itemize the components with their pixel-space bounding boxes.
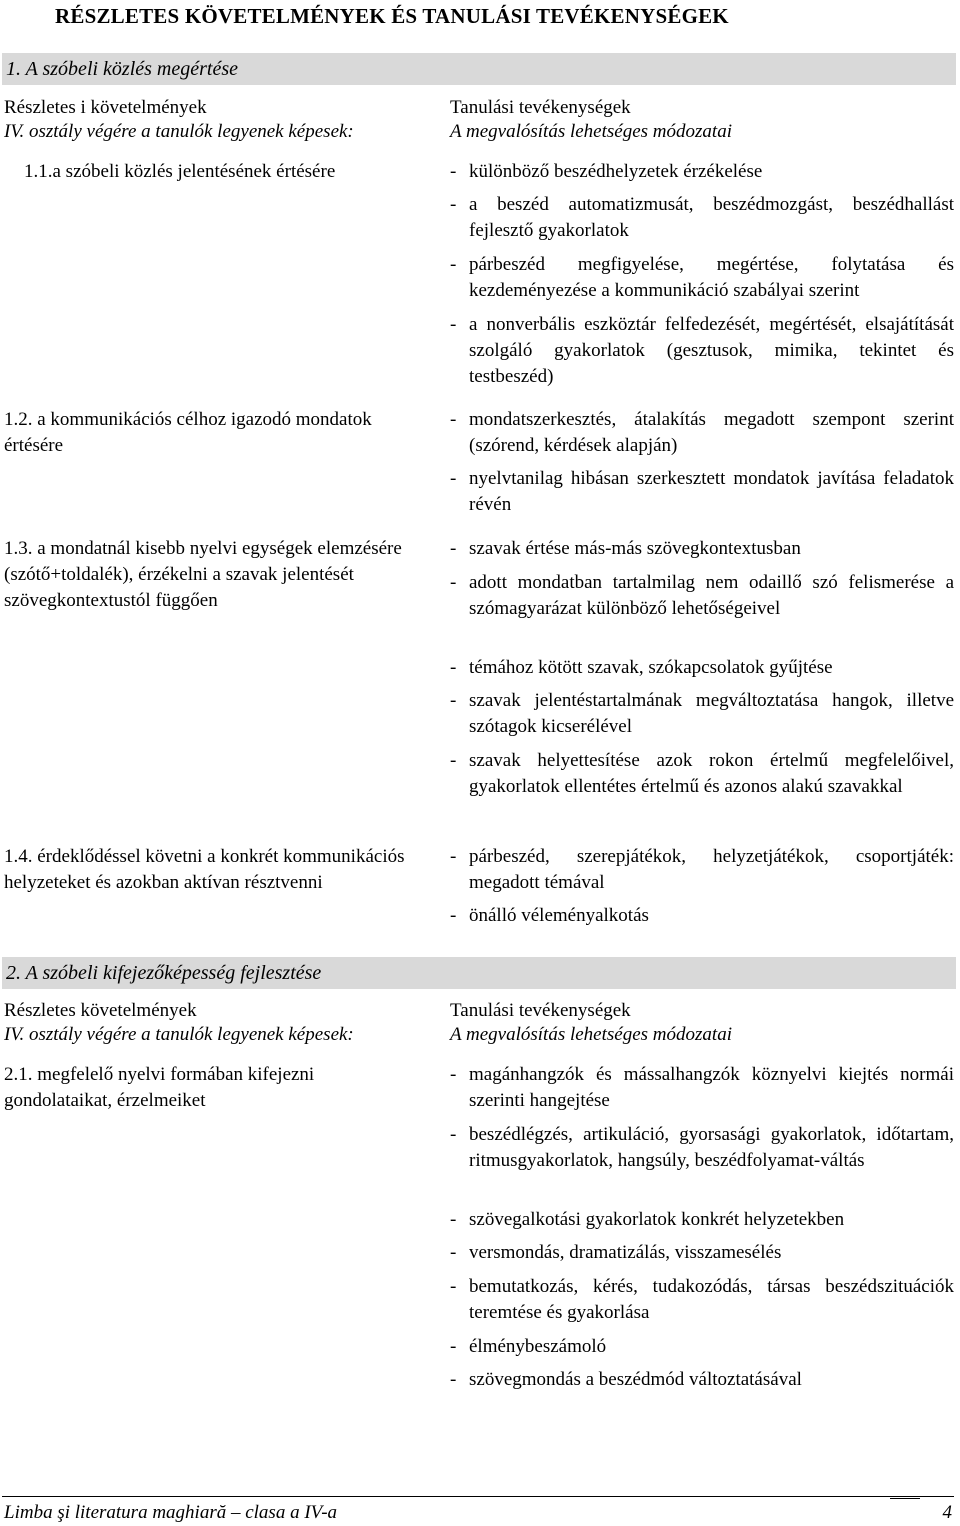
activity-item: - adott mondatban tartalmilag nem odaillő szó felismerése a szómagyarázat különböző lehetőségeivel [450,572,954,619]
activities-header-title: Tanulási tevékenységek [450,1000,631,1021]
activity-item: - a nonverbális eszköztár felfedezését, megértését, elsajátítását szolgáló gyakorlatok (gesztusok, mimika, tekintet és testbeszéd) [450,314,954,387]
requirement-1-3: 1.3. a mondatnál kisebb nyelvi egységek elemzésére (szótő+toldalék), érzékelni a szavak jelentését szövegkontextustól függően [4,538,402,611]
activity-item: - szavak jelentéstartalmának megváltoztatása hangok, illetve szótagok kicserélével [450,690,954,737]
activity-item: - szövegalkotási gyakorlatok konkrét helyzetekben [450,1209,845,1230]
activity-item: - szavak helyettesítése azok rokon értelmű megfelelőivel, gyakorlatok ellentétes értelmű és azonos alakú szavakkal [450,750,954,797]
activity-item: - versmondás, dramatizálás, visszamesélés [450,1242,782,1263]
page-title: RÉSZLETES KÖVETELMÉNYEK ÉS TANULÁSI TEVÉKENYSÉGEK [55,4,729,28]
activity-item: - párbeszéd megfigyelése, megértése, folytatása és kezdeményezése a kommunikáció szabályai szerint [450,254,954,301]
requirements-header-subtitle: IV. osztály végére a tanulók legyenek képesek: [4,121,354,142]
activity-item: - témához kötött szavak, szókapcsolatok gyűjtése [450,657,833,678]
activities-header-subtitle: A megvalósítás lehetséges módozatai [450,121,732,142]
activities-header-title: Tanulási tevékenységek [450,97,631,118]
activities-header [450,96,732,144]
activity-item: - szövegmondás a beszédmód változtatásával [450,1369,802,1390]
activity-item: - élménybeszámoló [450,1336,607,1357]
requirement-2-1: 2.1. megfelelő nyelvi formában kifejezni gondolataikat, érzelmeiket [4,1064,315,1111]
footer-rule [2,1496,954,1497]
requirements-header-subtitle: IV. osztály végére a tanulók legyenek képesek: [4,1024,354,1045]
activity-item: - önálló véleményalkotás [450,905,649,926]
activities-header [450,999,732,1047]
section-heading: 1. A szóbeli közlés megértése [2,53,956,85]
requirements-header-title: Részletes követelmények [4,1000,197,1021]
page-number: 4 [942,1502,952,1523]
activity-item: - párbeszéd, szerepjátékok, helyzetjátékok, csoportjáték: megadott témával [450,846,954,893]
footer-rule-short [890,1498,920,1499]
activities-header-subtitle: A megvalósítás lehetséges módozatai [450,1024,732,1045]
activity-item: - nyelvtanilag hibásan szerkesztett mondatok javítása feladatok révén [450,468,954,515]
activity-item: - beszédlégzés, artikuláció, gyorsasági gyakorlatok, időtartam, ritmusgyakorlatok, hangsúly, beszédfolyamat-váltás [450,1124,954,1171]
activity-item: - bemutatkozás, kérés, tudakozódás, társas beszédszituációk teremtése és gyakorlása [450,1276,954,1323]
section-heading: 2. A szóbeli kifejezőképesség fejlesztése [2,957,956,989]
requirement-1-2: 1.2. a kommunikációs célhoz igazodó mondatok értésére [4,409,372,456]
requirement-1-4: 1.4. érdeklődéssel követni a konkrét kommunikációs helyzeteket és azokban aktívan résztvenni [4,846,405,893]
activity-item: - különböző beszédhelyzetek érzékelése [450,161,763,182]
requirements-header [4,999,354,1047]
requirements-header [4,96,354,144]
requirement-1-1: 1.1.a szóbeli közlés jelentésének értésére [24,161,336,182]
footer-text: Limba şi literatura maghiară – clasa a IV-a [4,1502,338,1523]
activity-item: - a beszéd automatizmusát, beszédmozgást, beszédhallást fejlesztő gyakorlatok [450,194,954,241]
activity-item: - mondatszerkesztés, átalakítás megadott szempont szerint (szórend, kérdések alapján) [450,409,954,456]
requirements-header-title: Részletes i követelmények [4,97,207,118]
activity-item: - szavak értése más-más szövegkontextusban [450,538,801,559]
activity-item: - magánhangzók és mássalhangzók köznyelvi kiejtés normái szerinti hangejtése [450,1064,954,1111]
